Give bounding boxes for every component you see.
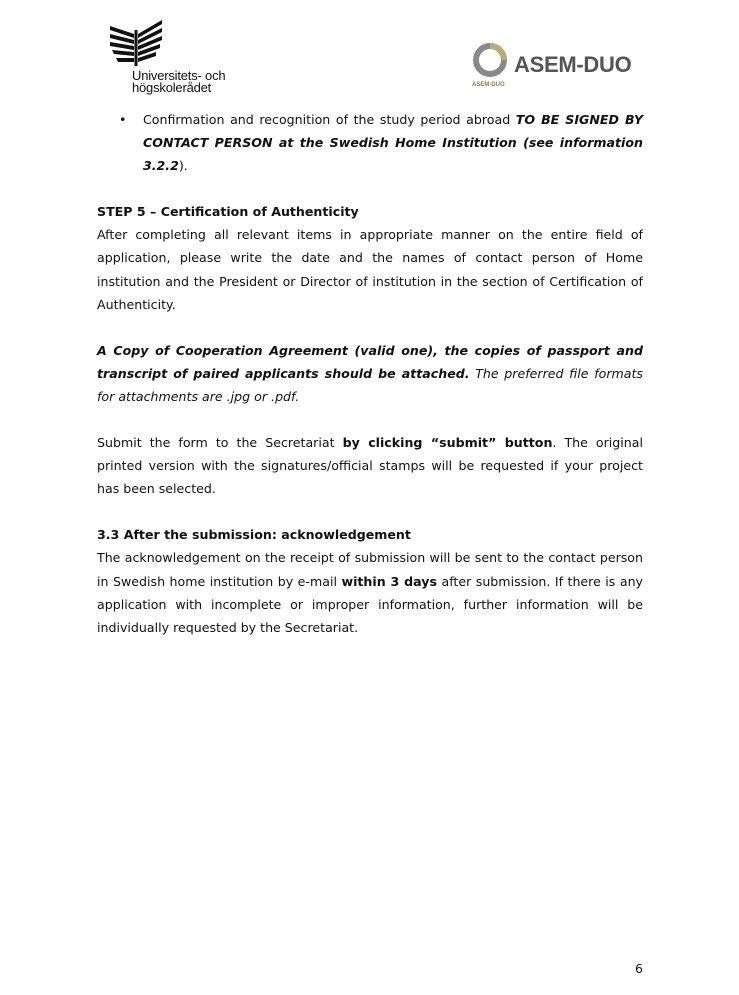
section-33-body [97, 546, 643, 638]
section-33-bold: within 3 days [341, 573, 437, 589]
list-item [97, 108, 643, 177]
copy-note-italic: The preferred file formats for attachments are .jpg or .pdf. [97, 365, 643, 404]
submit-note-bold: by clicking “submit” button [342, 435, 553, 451]
uhr-logo-text [132, 70, 225, 94]
bullet-text-a: Confirmation and recognition of the study period abroad [143, 112, 516, 127]
bullet-text-c: ). [178, 158, 188, 174]
section-33-text-b: after submission. If there is any application with incomplete or improper information, further information will be individually requested by the Secretariat. [97, 573, 644, 635]
step5-body: After completing all relevant items in appropriate manner on the entire field of application, please write the date and the names of contact person of Home institution and the President or Director of institution in the section of Certification of Authenticity. [97, 227, 643, 312]
section-33-text-a: The acknowledgement on the receipt of submission will be sent to the contact person in Swedish home institution by e-mail [97, 550, 643, 589]
submit-note-text-b: . The original printed version with the signatures/official stamps will be requested if your project has been selected. [97, 435, 643, 497]
uhr-logo-line1: Universitets- och [132, 68, 226, 83]
page-number: 6 [635, 961, 643, 976]
document-body [97, 108, 643, 639]
step5-heading: STEP 5 – Certification of Authenticity [97, 204, 359, 220]
section-33-heading: 3.3 After the submission: acknowledgement [97, 527, 411, 543]
copy-note-paragraph [97, 339, 643, 408]
bullet-marker: • [119, 112, 127, 127]
bullet-text-emphasis: TO BE SIGNED BY CONTACT PERSON at the Swedish Home Institution (see information 3.2.2 [143, 112, 643, 174]
asem-duo-logo-subtext: ASEM-DUO [472, 82, 505, 88]
submit-note-paragraph [97, 431, 643, 500]
submit-note-text-a: Submit the form to the Secretariat [97, 435, 343, 451]
copy-note-bold-italic: A Copy of Cooperation Agreement (valid one), the copies of passport and transcript of paired applicants should be attached. [97, 342, 643, 381]
asem-duo-logo-text: ASEM-DUO [514, 52, 632, 77]
uhr-logo-line2: högskolerådet [132, 80, 212, 95]
